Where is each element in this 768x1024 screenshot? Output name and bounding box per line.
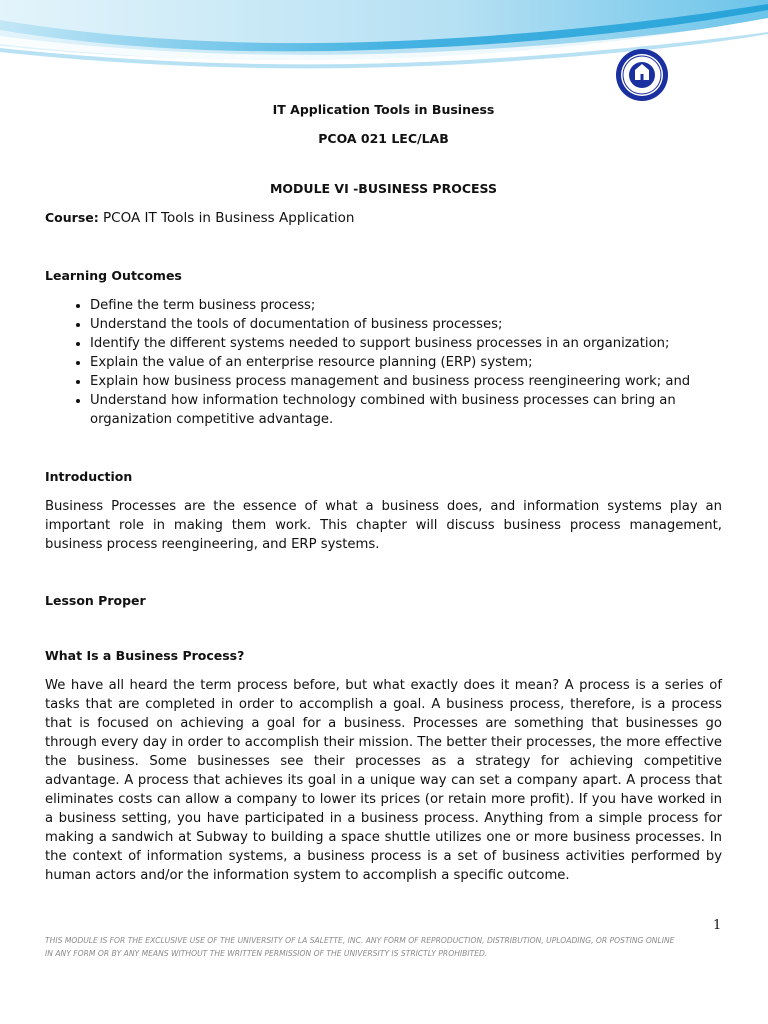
list-item: • Understand the tools of documentation of business processes; bbox=[90, 315, 722, 334]
page-number: 1 bbox=[713, 918, 722, 933]
course-value: PCOA IT Tools in Business Application bbox=[98, 210, 355, 226]
document-title: IT Application Tools in Business bbox=[272, 102, 495, 117]
introduction-heading: Introduction bbox=[45, 469, 133, 484]
course-code: PCOA 021 LEC/LAB bbox=[318, 131, 449, 146]
learning-outcomes-list bbox=[45, 296, 722, 429]
course-line bbox=[45, 210, 722, 226]
learning-outcomes-heading: Learning Outcomes bbox=[45, 268, 182, 283]
copyright-footer bbox=[45, 935, 735, 960]
business-process-heading: What Is a Business Process? bbox=[45, 648, 245, 663]
footer-line-1: THIS MODULE IS FOR THE EXCLUSIVE USE OF THE UNIVERSITY OF LA SALETTE, INC. ANY FORM OF REPRODUCTION, DISTRIBUTION, UPLOADING, OR POSTING ONLINE bbox=[45, 936, 675, 945]
list-item: • Understand how information technology combined with business processes can bring an organization competitive advantage. bbox=[90, 391, 722, 429]
list-item: • Identify the different systems needed to support business processes in an organization; bbox=[90, 334, 722, 353]
list-item: • Explain how business process management and business process reengineering work; and bbox=[90, 372, 722, 391]
module-title: MODULE VI -BUSINESS PROCESS bbox=[269, 181, 497, 196]
university-seal-logo bbox=[615, 48, 669, 102]
course-label: Course: bbox=[45, 210, 99, 225]
introduction-paragraph: Business Processes are the essence of what a business does, and information systems play an important role in making them work. This chapter will discuss business process management, business process reengineering, and ERP systems. bbox=[45, 499, 722, 552]
list-item: • Define the term business process; bbox=[90, 296, 722, 315]
footer-line-2: IN ANY FORM OR BY ANY MEANS WITHOUT THE WRITTEN PERMISSION OF THE UNIVERSITY IS STRICTLY PROHIBITED. bbox=[45, 948, 488, 958]
business-process-paragraph: We have all heard the term process before, but what exactly does it mean? A process is a series of tasks that are completed in order to accomplish a goal. A business process, therefore, is a process that is focused on achieving a goal for a business. Processes are something that businesses go through every day in order to accomplish their mission. The better their processes, the more effective the business. Some businesses see their processes as a strategy for achieving competitive advantage. A process that achieves its goal in a unique way can set a company apart. A process that eliminates costs can allow a company to lower its prices (or retain more profit). If you have worked in a business setting, you have participated in a business process. Anything from a simple process for making a sandwich at Subway to building a space shuttle utilizes one or more business processes. In the context of information systems, a business process is a set of business activities performed by human actors and/or the information system to accomplish a specific outcome. bbox=[45, 678, 722, 883]
module-content bbox=[45, 100, 722, 885]
list-item: • Explain the value of an enterprise resource planning (ERP) system; bbox=[90, 353, 722, 372]
lesson-proper-heading: Lesson Proper bbox=[45, 593, 146, 608]
